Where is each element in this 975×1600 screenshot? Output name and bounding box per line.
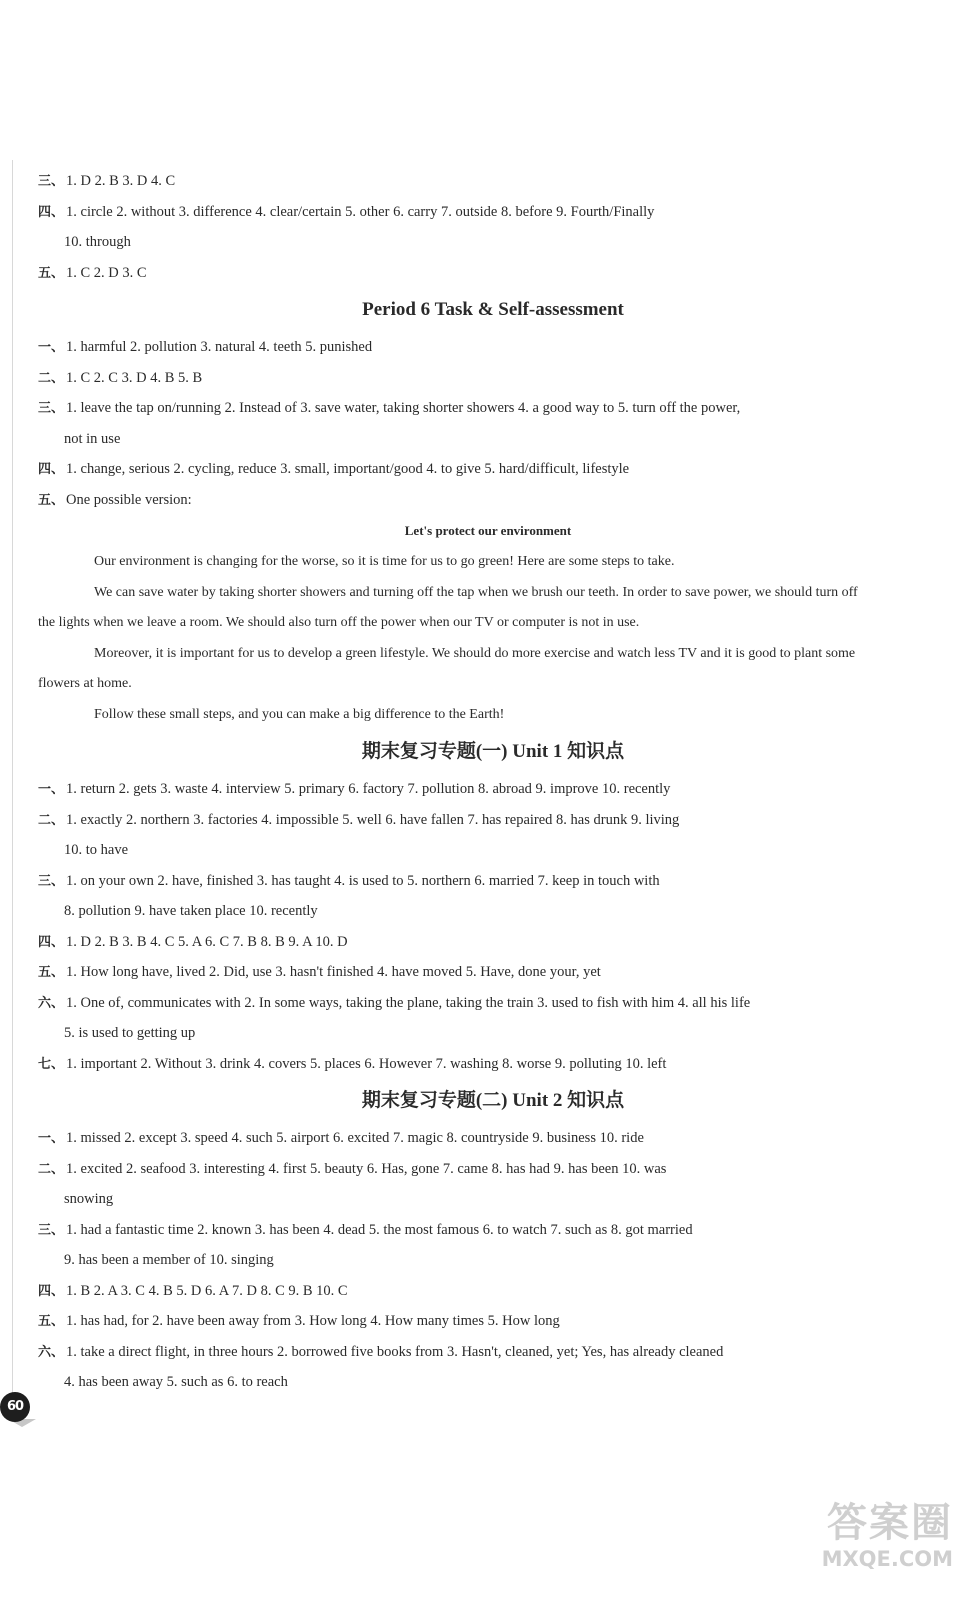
answer-text: 1. on your own 2. have, finished 3. has taught 4. is used to 5. northern 6. married 7. keep in touch with (66, 872, 660, 889)
essay-paragraph: Our environment is changing for the worse, so it is time for us to go green! Here are some steps to take. (94, 554, 675, 569)
answer-text: 1. important 2. Without 3. drink 4. covers 5. places 6. However 7. washing 8. worse 9. polluting 10. left (66, 1055, 667, 1072)
answer-line-continued: 10. to have (64, 842, 129, 858)
page-number-badge (0, 1392, 30, 1422)
watermark (793, 1500, 953, 1580)
answer-line (38, 1276, 878, 1307)
section-number: 三、 (38, 401, 65, 416)
section-number: 三、 (38, 1222, 65, 1238)
answer-text: 1. return 2. gets 3. waste 4. interview 5. primary 6. factory 7. pollution 8. abroad 9. improve 10. recently (66, 781, 671, 797)
answer-text: 1. missed 2. except 3. speed 4. such 5. airport 6. excited 7. magic 8. countryside 9. business 10. ride (66, 1130, 644, 1146)
section-number: 四、 (38, 1283, 65, 1299)
answer-line (38, 393, 878, 424)
section-heading: 期末复习专题(一) Unit 1 知识点 (361, 741, 625, 762)
section-number: 二、 (38, 1161, 65, 1177)
answer-text: 1. had a fantastic time 2. known 3. has been 4. dead 5. the most famous 6. to watch 7. such as 8. got married (66, 1221, 693, 1238)
answer-line (38, 363, 878, 394)
section-number: 一、 (38, 1131, 65, 1146)
answer-text: 1. D 2. B 3. D 4. C (66, 173, 176, 189)
watermark-url: MXQE.COM (821, 1547, 953, 1571)
answer-line (38, 927, 878, 958)
page-number: 60 (6, 1399, 24, 1414)
answer-line (38, 485, 878, 516)
answer-line (38, 166, 878, 197)
answer-line (38, 957, 878, 988)
answer-line (38, 258, 878, 289)
answer-text: 1. has had, for 2. have been away from 3. How long 4. How many times 5. How long (66, 1313, 560, 1329)
answer-line (38, 774, 878, 805)
answer-text: 1. excited 2. seafood 3. interesting 4. first 5. beauty 6. Has, gone 7. came 8. has had 9. has been 10. was (66, 1160, 667, 1177)
answer-line-continued: not in use (64, 430, 121, 447)
essay-paragraph: Moreover, it is important for us to develop a green lifestyle. We should do more exercise and watch less TV and it is good to plant some flowers at home. (38, 645, 856, 691)
answer-line (38, 988, 878, 1019)
section-number: 一、 (38, 782, 65, 797)
section-number: 四、 (38, 204, 65, 220)
essay-paragraph: We can save water by taking shorter showers and turning off the tap when we brush our teeth. In order to save power, we should turn off the lights when we leave a room. We should also turn off the power when our TV or computer is not in use. (38, 584, 858, 630)
answer-line (38, 1049, 878, 1080)
section-number: 三、 (38, 174, 65, 189)
answer-text: One possible version: (66, 491, 192, 508)
answer-line-continued: 10. through (64, 234, 131, 250)
answer-line (38, 197, 878, 228)
answer-text: 1. One of, communicates with 2. In some ways, taking the plane, taking the train 3. used to fish with him 4. all his life (66, 994, 751, 1011)
section-number: 五、 (38, 965, 65, 980)
answer-line (38, 332, 878, 363)
section-number: 五、 (38, 1314, 65, 1329)
essay-paragraph: Follow these small steps, and you can make a big difference to the Earth! (94, 706, 505, 722)
answer-line (38, 1306, 878, 1337)
answer-text: 1. C 2. C 3. D 4. B 5. B (66, 369, 203, 386)
section-heading: 期末复习专题(二) Unit 2 知识点 (361, 1090, 625, 1111)
section-number: 七、 (38, 1056, 65, 1072)
section-number: 五、 (38, 492, 65, 508)
answer-line (38, 1215, 878, 1246)
answer-key-content (38, 166, 878, 1398)
answer-text: 1. exactly 2. northern 3. factories 4. impossible 5. well 6. have fallen 7. has repaired 8. has drunk 9. living (66, 811, 680, 828)
answer-line-continued: 8. pollution 9. have taken place 10. recently (64, 903, 318, 919)
answer-text: 1. change, serious 2. cycling, reduce 3. small, important/good 4. to give 5. hard/difficult, lifestyle (66, 461, 630, 477)
answer-text: 1. circle 2. without 3. difference 4. clear/certain 5. other 6. carry 7. outside 8. before 9. Fourth/Finally (66, 203, 655, 220)
answer-text: 1. harmful 2. pollution 3. natural 4. teeth 5. punished (66, 339, 373, 355)
answer-line (38, 454, 878, 485)
answer-line (38, 805, 878, 836)
answer-text: 1. C 2. D 3. C (66, 264, 147, 281)
answer-line-continued: 9. has been a member of 10. singing (64, 1252, 274, 1268)
answer-line-continued: snowing (64, 1191, 114, 1207)
answer-text: 1. leave the tap on/running 2. Instead of 3. save water, taking shorter showers 4. a good way to 5. turn off the power, (66, 400, 741, 416)
section-number: 二、 (38, 370, 65, 386)
answer-text: 1. D 2. B 3. B 4. C 5. A 6. C 7. B 8. B 9. A 10. D (66, 933, 348, 950)
answer-line (38, 1123, 878, 1154)
section-number: 四、 (38, 934, 65, 950)
answer-line-continued: 5. is used to getting up (64, 1025, 196, 1041)
answer-line (38, 1154, 878, 1185)
page-margin-rule (12, 160, 13, 1400)
answer-line-continued: 4. has been away 5. such as 6. to reach (64, 1374, 288, 1390)
answer-text: 1. B 2. A 3. C 4. B 5. D 6. A 7. D 8. C 9. B 10. C (66, 1282, 348, 1299)
answer-line (38, 1337, 878, 1368)
section-number: 一、 (38, 340, 65, 355)
answer-line (38, 866, 878, 897)
section-number: 六、 (38, 1344, 65, 1360)
section-number: 二、 (38, 812, 65, 828)
section-number: 三、 (38, 873, 65, 889)
watermark-logo-text: 答案圈 (827, 1500, 953, 1546)
answer-text: 1. take a direct flight, in three hours 2. borrowed five books from 3. Hasn't, cleaned, yet; Yes, has already cleaned (66, 1343, 724, 1360)
section-heading: Period 6 Task & Self-assessment (362, 299, 624, 320)
section-number: 五、 (38, 265, 65, 281)
section-number: 六、 (38, 995, 65, 1011)
essay-title: Let's protect our environment (404, 523, 572, 538)
answer-text: 1. How long have, lived 2. Did, use 3. hasn't finished 4. have moved 5. Have, done your, yet (66, 964, 601, 980)
section-number: 四、 (38, 462, 65, 477)
